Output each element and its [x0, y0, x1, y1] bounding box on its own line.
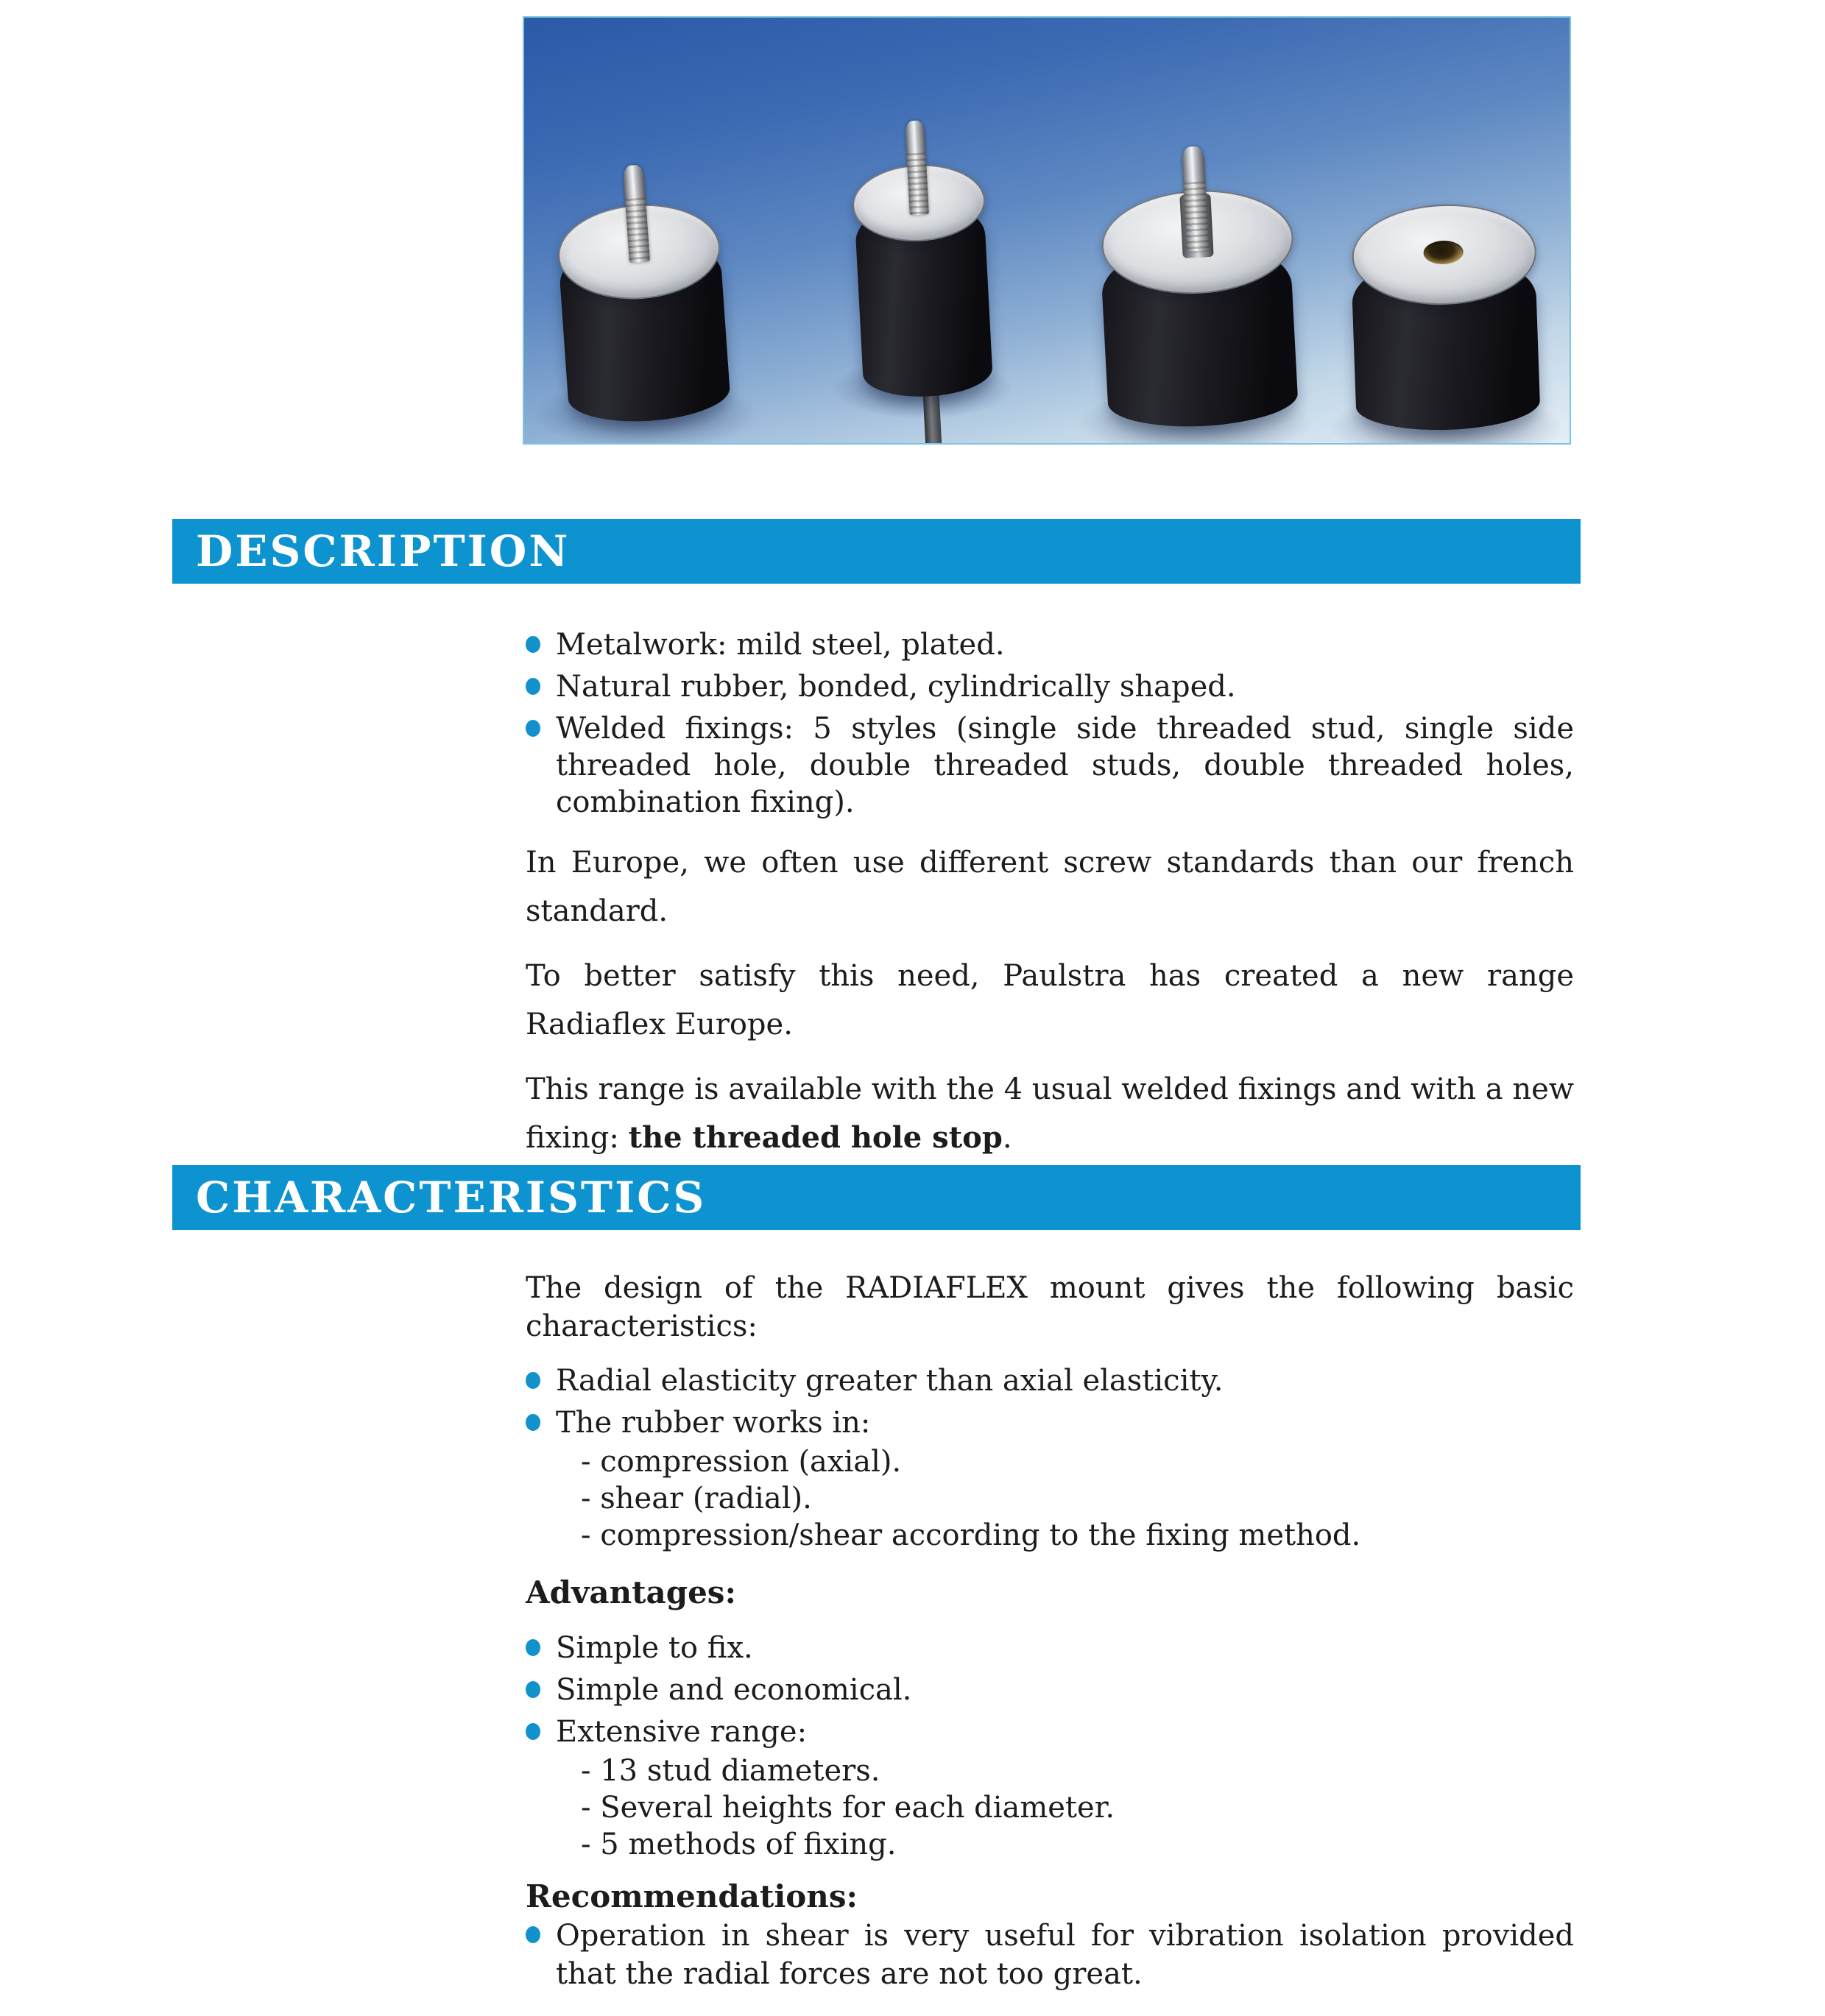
- list-item: [526, 1404, 1574, 1554]
- bullet-icon: [526, 1723, 540, 1740]
- sub-list: [581, 1752, 1574, 1863]
- mount-combination-fixing: [1091, 138, 1303, 440]
- mount-double-threaded-studs: [839, 113, 997, 445]
- threaded-stud-icon: [1182, 146, 1209, 251]
- paragraph: In Europe, we often use different screw standards than our french standard.: [526, 846, 1574, 928]
- section-header-description: [172, 519, 1581, 584]
- sub-list-item: - compression (axial).: [581, 1445, 902, 1479]
- list-item: [526, 1713, 1574, 1863]
- advantages-bullet-list: [526, 1630, 1574, 1868]
- sub-list-item: - compression/shear according to the fixing method.: [581, 1518, 1361, 1552]
- section-title-characteristics: CHARACTERISTICS: [196, 1173, 707, 1223]
- list-item-text: Operation in shear is very useful for vibration isolation provided that the radial forces are not too great.: [556, 1919, 1574, 1991]
- bullet-icon: [526, 1681, 540, 1698]
- sub-list-item: - Several heights for each diameter.: [581, 1791, 1115, 1825]
- list-item-text: Metalwork: mild steel, plated.: [556, 628, 1005, 662]
- list-item-text: Welded fixings: 5 styles (single side threaded stud, single side threaded hole, double threaded studs, double threaded holes, combination fixing).: [556, 712, 1574, 819]
- sub-list-item: - 13 stud diameters.: [581, 1754, 880, 1788]
- bullet-icon: [526, 678, 540, 695]
- bullet-icon: [526, 1926, 540, 1943]
- description-paragraphs: [526, 838, 1574, 1178]
- list-item-text: Radial elasticity greater than axial elasticity.: [556, 1364, 1224, 1398]
- list-item-text: The rubber works in:: [556, 1406, 871, 1440]
- section-header-characteristics: [172, 1165, 1581, 1230]
- mount-threaded-hole: [1344, 162, 1545, 442]
- list-item: [526, 626, 1574, 663]
- bullet-icon: [526, 1639, 540, 1656]
- description-bullet-list: [526, 626, 1574, 826]
- bullet-icon: [526, 720, 540, 737]
- list-item-text: Simple and economical.: [556, 1673, 912, 1707]
- product-photo: [523, 16, 1571, 445]
- list-item: [526, 668, 1574, 705]
- recommendations-bullet-list: [526, 1917, 1574, 1998]
- paragraph-text: This range is available with the 4 usual welded fixings and with a new fixing:: [526, 1072, 1574, 1155]
- section-title-description: DESCRIPTION: [196, 526, 571, 576]
- sub-list-item: - shear (radial).: [581, 1482, 812, 1515]
- characteristics-intro: The design of the RADIAFLEX mount gives the following basic characteristics:: [526, 1271, 1574, 1343]
- lower-threaded-stud-icon: [922, 390, 942, 445]
- list-item: [526, 1672, 1574, 1708]
- bold-phrase: the threaded hole stop: [628, 1120, 1003, 1155]
- paragraph-text: .: [1002, 1121, 1012, 1155]
- sub-list: [581, 1443, 1574, 1554]
- recommendations-heading: Recommendations:: [526, 1878, 858, 1914]
- bullet-icon: [526, 636, 540, 653]
- list-item: [526, 1917, 1574, 1993]
- bullet-icon: [526, 1372, 540, 1389]
- list-item-text: Extensive range:: [556, 1715, 808, 1749]
- bullet-icon: [526, 1414, 540, 1431]
- advantages-heading: Advantages:: [526, 1574, 736, 1610]
- threaded-stud-icon: [905, 120, 929, 215]
- list-item-text: Natural rubber, bonded, cylindrically shaped.: [556, 670, 1236, 704]
- sub-list-item: - 5 methods of fixing.: [581, 1828, 897, 1861]
- characteristics-bullet-list: [526, 1362, 1574, 1559]
- list-item: [526, 1630, 1574, 1666]
- paragraph: [526, 1065, 1574, 1162]
- mount-single-threaded-stud: [549, 155, 735, 431]
- list-item-text: Simple to fix.: [556, 1631, 753, 1665]
- paragraph: To better satisfy this need, Paulstra has created a new range Radiaflex Europe.: [526, 959, 1574, 1041]
- list-item: [526, 710, 1574, 821]
- list-item: [526, 1362, 1574, 1399]
